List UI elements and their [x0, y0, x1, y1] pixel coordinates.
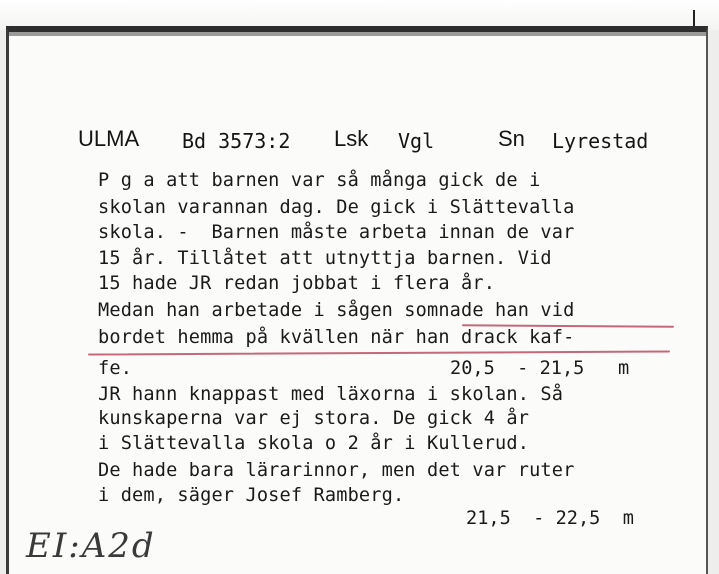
text-line: i Slättevalla skola o 2 år i Kullerud.: [98, 433, 530, 454]
province-code: Lsk: [334, 126, 369, 151]
range-end: 21,5: [539, 358, 585, 379]
text-line: i dem, säger Josef Ramberg.: [98, 485, 405, 506]
text-line: JR hann knappast med läxorna i skolan. Så: [98, 384, 564, 405]
card-header: [78, 126, 678, 156]
time-range: 20,5 - 21,5 m: [450, 358, 630, 379]
text-line: 15 år. Tillåtet att utnyttja barnen. Vid: [98, 248, 552, 269]
text-line: fe.: [98, 358, 133, 379]
handwritten-stamp: EI:A2d: [26, 526, 156, 566]
text-line: skola. - Barnen måste arbeta innan de var: [98, 222, 575, 243]
time-range: 21,5 - 22,5 m: [466, 508, 634, 529]
range-end: 22,5: [555, 508, 601, 529]
district-code: Vgl: [398, 129, 435, 153]
range-unit: m: [617, 358, 630, 379]
text-line: Medan han arbetade i sågen somnade han vid: [98, 300, 575, 321]
text-line: bordet hemma på kvällen när han drack kaf-: [98, 327, 575, 348]
archive-code: ULMA: [78, 126, 140, 151]
text-line: P g a att barnen var så många gick de i: [98, 170, 541, 191]
scan-mark: [693, 10, 695, 26]
range-start: 20,5: [450, 358, 495, 379]
text-line: kunskaperna var ej stora. De gick 4 år: [98, 408, 530, 429]
parish-name: Lyrestad: [552, 129, 649, 153]
parish-label: Sn: [498, 126, 525, 151]
text-line: skolan varannan dag. De gick i Slättevalla: [98, 197, 575, 218]
text-line: 15 hade JR redan jobbat i flera år.: [98, 273, 496, 294]
card-top-edge: [9, 32, 706, 36]
text-line: De hade bara lärarinnor, men det var ruter: [98, 460, 575, 481]
range-unit: m: [622, 508, 634, 529]
range-start: 21,5: [466, 508, 511, 529]
volume-number: Bd 3573:2: [182, 129, 291, 153]
